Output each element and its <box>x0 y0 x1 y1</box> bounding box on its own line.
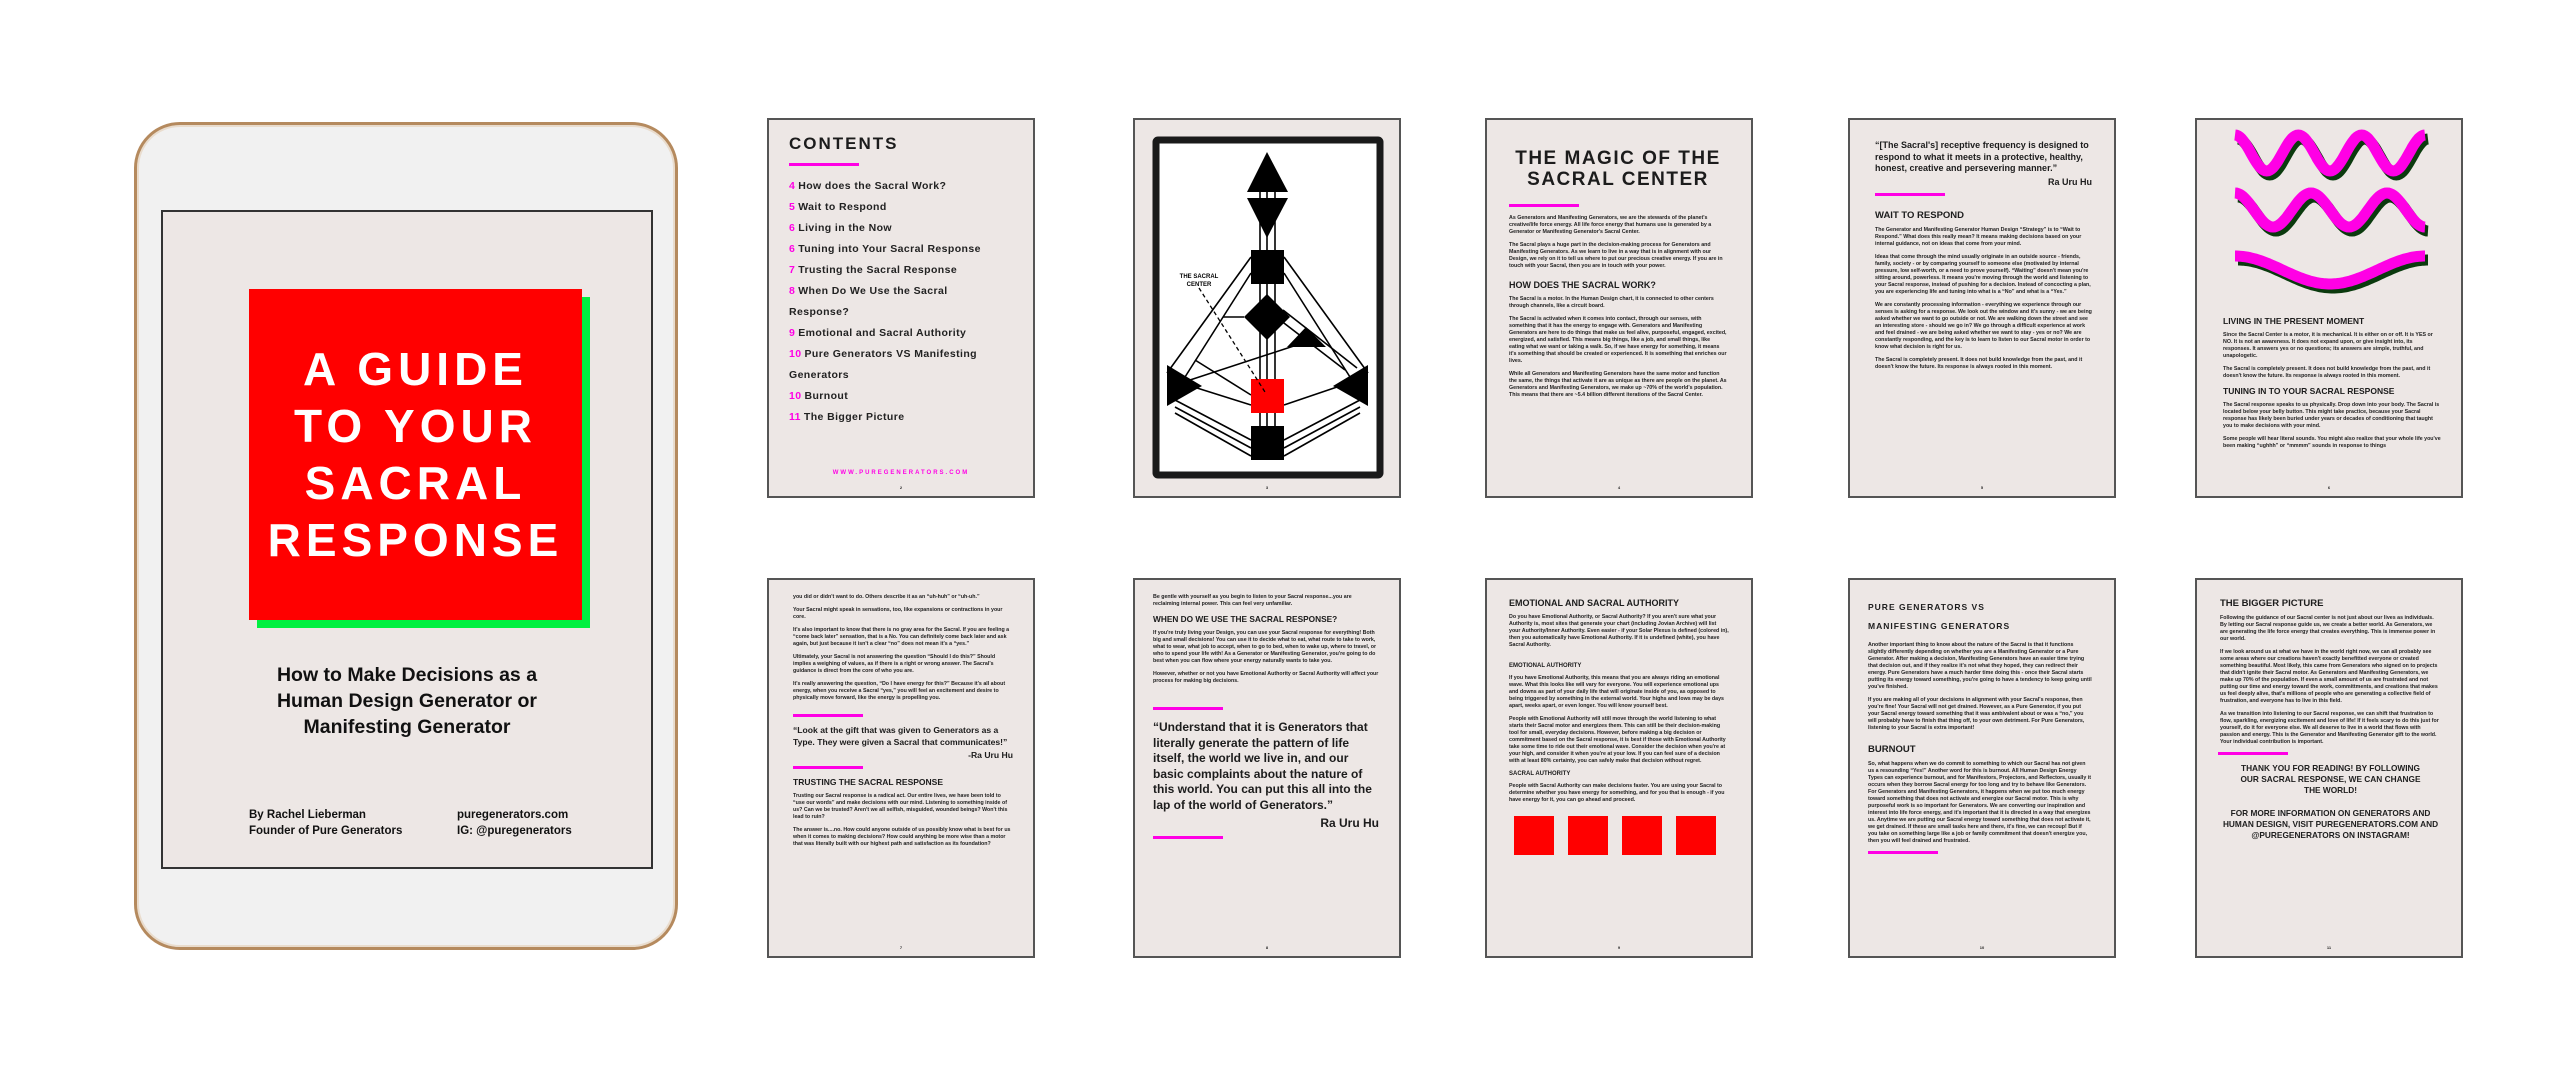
toc-page-number: 6 <box>789 243 796 255</box>
accent-bar <box>793 766 863 769</box>
quote: “Understand that it is Generators that literally generate the pattern of life itself, the world we live in, and our basic complaints about the nature of this world. You can put this all into the lap of the world of Generators.” <box>1153 720 1372 812</box>
toc-label: Trusting the Sacral Response <box>798 264 958 276</box>
paragraph: The Generator and Manifesting Generator Human Design “Strategy” is to “Wait to Respond.” What does this really mean? It means making decisions based on your internal guidance, not on ideas that come from your mind. <box>1875 226 2082 247</box>
paragraph: If you have Emotional Authority, this means that you are always riding an emotional wave. What this looks like will vary for everyone. You will experience emotional ups and downs as part of your daily life that will originate inside of you, as opposed to being triggered by something in the external world. Your highs and lows may be days apart, weeks apart, or even longer. You will know yourself best. <box>1509 675 1724 709</box>
toc-item[interactable] <box>789 218 1011 239</box>
cover-page <box>161 210 653 869</box>
paragraph: If you're truly living your Design, you can use your Sacral response for everything! Both big and small decisions! You can use it to decide what to eat, what route to take to work, what to wear, what job to accept, when to go to bed, when to wake up, where to travel, or who to spend your life with! As a Generator or Manifesting Generator, you're going to do best when you can flow where your energy naturally wants to take you. <box>1153 630 1377 664</box>
toc-item[interactable] <box>789 176 1011 197</box>
page-magic <box>1485 118 1753 498</box>
red-squares <box>1509 816 1729 860</box>
paragraph: The Sacral is completely present. It does not build knowledge from the past, and it doesn't know the future. Its response is always rooted in this moment. <box>2223 366 2431 379</box>
toc-item[interactable] <box>789 239 1011 260</box>
cover-contact <box>457 807 572 839</box>
instagram-handle: IG: @puregenerators <box>457 825 572 837</box>
paragraph: However, whether or not you have Emotional Authority or Sacral Authority will affect your process for making big decisions. <box>1153 671 1379 684</box>
section-heading: PURE GENERATORS VS MANIFESTING GENERATORS <box>1868 602 2011 631</box>
author-role: Founder of Pure Generators <box>249 825 403 837</box>
paragraph: The Sacral is a motor. In the Human Design chart, it is connected to other centers through channels, like a circuit board. <box>1509 296 1714 309</box>
section-heading: TRUSTING THE SACRAL RESPONSE <box>793 777 944 787</box>
page-wait-to-respond <box>1848 118 2116 498</box>
section-heading: HOW DOES THE SACRAL WORK? <box>1509 280 1656 290</box>
toc-page-number: 6 <box>789 222 796 234</box>
page-living-now <box>2195 118 2463 498</box>
toc-label: Wait to Respond <box>798 201 887 213</box>
more-info-message: FOR MORE INFORMATION ON GENERATORS AND HUMAN DESIGN, VISIT PUREGENERATORS.COM AND @PUREGENERATORS ON INSTAGRAM! <box>2222 808 2439 840</box>
section-heading: EMOTIONAL AND SACRAL AUTHORITY <box>1509 598 1679 608</box>
accent-bar <box>793 714 863 717</box>
paragraph: Some people will hear literal sounds. You might also realize that your whole life you've been making “ughhh” or “mmmm” sounds in response to things <box>2223 436 2441 449</box>
page-number: 7 <box>899 945 903 950</box>
toc-label: The Bigger Picture <box>803 411 905 423</box>
thank-you-message: THANK YOU FOR READING! BY FOLLOWING OUR SACRAL RESPONSE, WE CAN CHANGE THE WORLD! <box>2240 763 2421 795</box>
section-heading: BURNOUT <box>1868 744 1916 755</box>
toc-item[interactable] <box>789 260 1011 281</box>
paragraph: Ultimately, your Sacral is not answering the question “Should I do this?” Should implies a weighing of values, as if there is a right or wrong answer. The Sacral's guidance is direct from the core of who you are. <box>793 654 996 674</box>
toc-label: Pure Generators VS Manifesting Generators <box>789 348 977 381</box>
toc-label: Living in the Now <box>798 222 892 234</box>
toc-label: Burnout <box>804 390 849 402</box>
contents-title: CONTENTS <box>789 134 899 153</box>
toc-label: Tuning into Your Sacral Response <box>798 243 981 255</box>
throat-center <box>1251 250 1284 284</box>
page-when-to-use <box>1133 578 1401 958</box>
accent-bar <box>789 163 859 166</box>
page-number: 5 <box>1980 485 1984 490</box>
page-number: 11 <box>2326 945 2332 950</box>
toc-item[interactable] <box>789 407 1011 428</box>
section-heading: TUNING IN TO YOUR SACRAL RESPONSE <box>2223 386 2395 396</box>
paragraph: While all Generators and Manifesting Generators have the same motor and function the same, the things that activate it are as unique as there are people on the planet. As Generators and Manifesting Generators, we make up ~70% of the world's population. This means that there are ~5.4 billion different iterations of the Sacral Center. <box>1509 371 1727 398</box>
toc-page-number: 7 <box>789 264 796 276</box>
paragraph: As we transition into listening to our Sacral response, we can shift that frustration to flow, sparkling, energizing excitement and love of life! If it feels scary to do this just for yourself, do it for everyone else. We all deserve to live in a world that flows with passion and energy. This is the Generator and Manifesting Generator gift to the world. Your individual contribution is important. <box>2220 711 2439 745</box>
wave-illustration <box>2197 120 2463 320</box>
toc-item[interactable] <box>789 344 1011 386</box>
paragraph: The Sacral is completely present. It does not build knowledge from the past, and it doesn't know the future. Its response is always rooted in this moment. <box>1875 356 2083 370</box>
root-center <box>1251 426 1284 460</box>
paragraph: Following the guidance of our Sacral center is not just about our lives as individuals. By letting our Sacral response guide us, we create a better world. As Generators, we are generating the life force energy that creates everything. This is immense power in our world. <box>2220 615 2436 642</box>
toc-item[interactable] <box>789 281 1011 323</box>
page-number: 8 <box>1265 945 1269 950</box>
accent-bar <box>1868 851 1938 854</box>
section-heading: WHEN DO WE USE THE SACRAL RESPONSE? <box>1153 614 1338 624</box>
paragraph: you did or didn't want to do. Others describe it as an “uh-huh” or “uh-uh.” <box>793 594 980 600</box>
paragraph: People with Sacral Authority can make decisions faster. You are using your Sacral to determine whether you have energy for something, and for you that is enough - if you have energy for it, you can go ahead and proceed. <box>1509 783 1725 803</box>
toc-page-number: 9 <box>789 327 796 339</box>
paragraph: It's really answering the question, “Do I have energy for this?” Because it's all about energy, when you receive a Sacral “yes,” you will feel an excitement and desire to physically move forward, like the energy is propelling you. <box>793 681 1006 701</box>
page-number: 2 <box>899 485 903 490</box>
cover-subtitle <box>163 662 651 740</box>
wave <box>2235 135 2425 171</box>
cover-title-block <box>249 289 582 620</box>
accent-bar <box>1153 707 1223 710</box>
paragraph: The Sacral is activated when it comes into contact, through our senses, with something that it has the energy to engage with. Generators and Manifesting Generators are here to do things that make us feel alive, purposeful, engaged, excited, energized, and satisfied. This means big things, like a job, and small things, like eating what we want or taking a walk. So, if we have energy for something, it means it's something that should be created or experienced. It is something that enriches our lives. <box>1509 316 1727 364</box>
toc-item[interactable] <box>789 323 1011 344</box>
red-square <box>1514 816 1554 855</box>
quote: “Look at the gift that was given to Generators as a Type. They were given a Sacral that communicates!” <box>793 725 1008 747</box>
accent-bar <box>2218 752 2288 755</box>
paragraph: It's also important to know that there is no gray area for the Sacral. If you are feeling a “come back later” sensation, that is a No. You can definitely come back later and ask again, but just because it isn't a clear “no” does not mean it's a “yes.” <box>793 627 1010 647</box>
page-title: THE MAGIC OF THE SACRAL CENTER <box>1515 148 1721 190</box>
table-of-contents <box>789 176 1011 428</box>
website: puregenerators.com <box>457 809 569 821</box>
subtitle-line: Manifesting Generator <box>303 716 511 738</box>
cover-title-line: TO YOUR <box>294 399 537 452</box>
subtitle-line: How to Make Decisions as a <box>276 664 538 686</box>
quote-attribution: -Ra Uru Hu <box>968 750 1013 760</box>
sacral-label: THE SACRAL <box>1179 274 1219 280</box>
red-square <box>1568 816 1608 855</box>
paragraph: Ideas that come through the mind usually originate in an outside source - friends, family, society - or by comparing yourself to someone else (motivated by internal pressure, low self-worth, or a need to prove yourself). “Waiting” doesn't mean you're sitting around, powerless. It means you're moving through the world and listening to your Sacral response, instead of pushing for a decision. Instead of concocting a plan, you are experiencing life and tuning into what is a “No” and what is a “Yes.” <box>1875 253 2091 295</box>
page-number: 3 <box>1265 485 1269 490</box>
paragraph: Trusting our Sacral response is a radical act. Our entire lives, we have been told to “use our words” and make decisions with our mind. Listening to something inside of us? Can we be trusted? Aren't we all selfish, misguided, wounded beings? Won't this lead to ruin? <box>793 793 1008 820</box>
accent-bar <box>1875 193 1945 196</box>
paragraph: People with Emotional Authority will still move through the world listening to what starts their Sacral motor and energizes them. This can still be their decision-making tool for small, everyday decisions. However, before making a big decision or commitment based on the Sacral response, it is best if those with Emotional Authority take some time to ride out their emotional wave. Consider the decision when you're at your high, and consider it when you're at your low. If you can feel sure of a decision with at least 80% certainty, you can safely make that decision without regret. <box>1509 716 1726 764</box>
page-trusting <box>767 578 1035 958</box>
page-number: 6 <box>2327 485 2331 490</box>
cover-title-line: A GUIDE <box>303 342 528 395</box>
page-authority <box>1485 578 1753 958</box>
page-bodygraph <box>1133 118 1401 498</box>
human-design-bodygraph <box>1135 120 1401 498</box>
subheading: SACRAL AUTHORITY <box>1509 771 1571 777</box>
quote-attribution: Ra Uru Hu <box>1320 816 1379 830</box>
accent-bar <box>1153 836 1223 839</box>
toc-item[interactable] <box>789 197 1011 218</box>
toc-page-number: 11 <box>789 411 801 423</box>
wave <box>2235 193 2425 227</box>
cover-title-line: RESPONSE <box>267 513 564 566</box>
red-square <box>1676 816 1716 855</box>
section-heading: LIVING IN THE PRESENT MOMENT <box>2223 316 2365 326</box>
toc-item[interactable] <box>789 386 1011 407</box>
toc-page-number: 10 <box>789 390 802 402</box>
red-square <box>1622 816 1662 855</box>
footer-url: WWW.PUREGENERATORS.COM <box>832 470 970 476</box>
accent-bar <box>1509 204 1579 207</box>
sacral-center <box>1251 379 1284 413</box>
toc-label: When Do We Use the Sacral Response? <box>789 285 948 318</box>
page-bigger-picture <box>2195 578 2463 958</box>
toc-label: Emotional and Sacral Authority <box>798 327 967 339</box>
paragraph: Be gentle with yourself as you begin to listen to your Sacral response...you are reclaiming internal power. This can feel very unfamiliar. <box>1153 594 1352 607</box>
section-heading: THE BIGGER PICTURE <box>2220 598 2324 609</box>
page-number: 9 <box>1617 945 1621 950</box>
paragraph: Since the Sacral Center is a motor, it is mechanical. It is either on or off. It is YES or NO. It is not an awareness. It does not expand upon, or give insight into, its responses. It answers yes or no questions; its answers are simple, truthful, and unapologetic. <box>2223 332 2433 359</box>
quote: “[The Sacral's] receptive frequency is designed to respond to what it meets in a protective, healthy, honest, creative and persevering manner.” <box>1875 140 2089 173</box>
paragraph: We are constantly processing information - everything we experience through our senses is asking for a response. We look out the window and it's sunny - we are being asked whether we want to go outside or not. We are walking down the street and see an interesting store - should we go in? We go through a difficult experience at work and feel drained - we are being asked whether we want to stay - yes or no? We are constantly responding, and the key is to learn to listen to our Sacral motor in order to know what decision is right for us. <box>1875 301 2092 350</box>
cover-author <box>249 807 402 839</box>
quote-attribution: Ra Uru Hu <box>2047 176 2092 187</box>
page-number: 4 <box>1617 485 1621 490</box>
tablet-cover-mockup <box>134 122 678 950</box>
page-number: 10 <box>1979 945 1985 950</box>
section-heading: WAIT TO RESPOND <box>1875 209 1965 221</box>
page-contents <box>767 118 1035 498</box>
paragraph: If we look around us at what we have in the world right now, we can all probably see some areas where our creations haven't exactly benefitted everyone or created something beautiful. Most likely, this came from Generators who signed on to projects that didn't ignite their Sacral motor. As Generators and Manifesting Generators, we make up 70% of the population. If even a small amount of us are frustrated and not putting our time and energy toward the work, committments, and creations that makes us feel deeply alive, that's millions of people who are generating a collective field of frustration, and everyone has to live in this field. <box>2220 649 2438 704</box>
author-name: By Rachel Lieberman <box>249 809 366 821</box>
paragraph: The Sacral response speaks to us physically. Drop down into your body. The Sacral is located below your belly button. This might take practice, because your Sacral response has likely been buried under years or decades of conditioning that taught you to make decisions with your mind. <box>2223 402 2440 429</box>
page-pure-vs-manifesting <box>1848 578 2116 958</box>
subheading: EMOTIONAL AUTHORITY <box>1509 663 1582 669</box>
paragraph: The answer is....no. How could anyone outside of us possibly know what is best for us when it comes to making decisions? How could anything be more wise than a motor that was literally built with our highest path and satisfaction as its foundation? <box>793 827 1011 847</box>
paragraph: Your Sacral might speak in sensations, too, like expansions or contractions in your core. <box>793 607 1003 620</box>
paragraph: The Sacral plays a huge part in the decision-making process for Generators and Manifesting Generators. As we learn to live in a way that is in alignment with our Design, we rely on it to tell us where to put our precious creative energy. If you are in touch with your Sacral, then you are in touch with your power. <box>1509 242 1723 269</box>
toc-page-number: 5 <box>789 201 796 213</box>
paragraph: If you are making all of your decisions in alignment with your Sacral's response, then you're fine! Your Sacral will not get drained. However, as a Pure Generator, if you put your Sacral energy toward something that it was ambivalent about or was a “no,” you will probably have to finish that thing off, to your own detriment. For Pure Generators, listening to your Sacral is extra important! <box>1868 697 2085 731</box>
paragraph: So, what happens when we do commit to something to which our Sacral has not given us a resounding “Yes!” Another word for this is burnout. All Human Design Energy Types can experience burnout, and for Manifestors, Projectors, and Reflectors, usually it occurs when they borrow Sacral energy for too long and try to behave like Generators. For Generators and Manifesting Generators, it happens when we put too much energy toward something that does not activate and energize our Sacral motor. This is why purposeful work is so important for Generators. We are converting our inspiration and interest into life force energy, and it's important that it is directed in a way that energizes us. Anytime we are putting our Sacral energy toward something that does not activate it, we get drained. If these are small tasks here and there, it's fine, we can recoup! But if you take on something large like a job or family commitment that doesn't energize you, then you will feel drained and frustrated. <box>1868 761 2092 844</box>
paragraph: Another important thing to know about the nature of the Sacral is that it functions slightly differently depending on whether you are a Manifesting Generator or a Pure Generator. After making a decision, Manifesting Generators have an easier time trying that decision out, and if they realize it's not what they hoped, they can redirect their energy. Pure Generators have a much harder time doing this - once their Sacral starts putting its energy toward something, you're going to have a tendency to keep going until you've finished. <box>1868 642 2092 690</box>
cover-title-line: SACRAL <box>304 456 527 509</box>
paragraph: Do you have Emotional Authority, or Sacral Authority? If you aren't sure what your Authority is, most sites that generate your chart (including Jovian Archive) will list your Authority/Inner Authority. Even easier - if your Solar Plexus is defined (colored in), then you automatically have Emotional Authority. If it is undefined (white), you have Sacral Authority. <box>1509 614 1729 648</box>
paragraph: As Generators and Manifesting Generators, we are the stewards of the planet's creative/life force energy. All life force energy that humans use is generated by a Generator or Manifesting Generator's Sacral Center. <box>1509 215 1712 235</box>
toc-page-number: 10 <box>789 348 802 360</box>
toc-page-number: 8 <box>789 285 796 297</box>
toc-label: How does the Sacral Work? <box>798 180 947 192</box>
toc-page-number: 4 <box>789 180 796 192</box>
sacral-label: CENTER <box>1186 282 1212 288</box>
subtitle-line: Human Design Generator or <box>276 690 538 712</box>
